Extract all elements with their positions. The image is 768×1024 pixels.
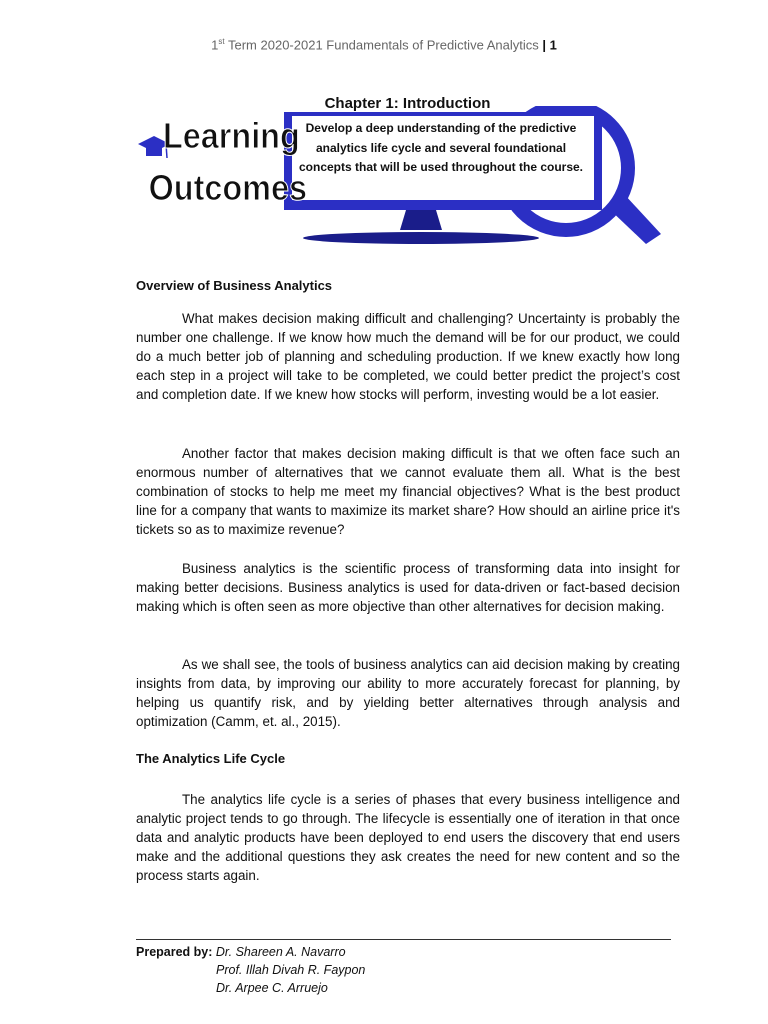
header-course-title: Term 2020-2021 Fundamentals of Predictive Analytics [228,37,539,53]
paragraph: As we shall see, the tools of business analytics can aid decision making by creating insights from data, by improving our ability to more accurately forecast for planning, by helping us quantify risk, and by yielding better alternatives through analysis and optimization (Camm, et. al., 2015). [136,657,680,729]
monitor-base [303,232,539,244]
paragraph: Business analytics is the scientific process of transforming data into insight for making better decisions. Business analytics is used for data-driven or fact-based decision making which is often seen as more objective than other alternatives for decision making. [136,561,680,614]
paragraph: Another factor that makes decision making difficult is that we often face such an enormous number of alternatives that we cannot evaluate them all. What is the best combination of stocks to help me meet my financial objectives? What is the best product line for a company that wants to maximize its market share? How should an airline price it's tickets so as to maximize revenue? [136,446,680,537]
term-number: 1 [211,37,219,53]
term-superscript: st [218,37,225,46]
footer-divider [136,939,671,940]
section-heading-overview: Overview of Business Analytics [136,278,333,293]
logo-learning: Learning [163,116,300,157]
header-separator: | [542,37,546,53]
author-name: Dr. Shareen A. Navarro [215,945,346,959]
author-name: Prof. Illah Divah R. Faypon [216,963,366,977]
section-heading-life-cycle: The Analytics Life Cycle [136,751,286,766]
prepared-by-label: Prepared by: [136,945,213,959]
paragraph: The analytics life cycle is a series of phases that every business intelligence and analytic project tends to go through. The lifecycle is essentially one of iteration in that once data and analytic products have been deployed to end users the discovery that end users make and the additional questions they ask creates the need for new content and so the process starts again. [136,792,680,883]
paragraph: What makes decision making difficult and challenging? Uncertainty is probably the number one challenge. If we know how much the demand will be for our product, we could do a much better job of planning and scheduling production. If we knew exactly how long each step in a project will take to be completed, we could better predict the project’s cost and completion date. If we knew how stocks will perform, investing would be a lot easier. [136,311,680,402]
author-name: Dr. Arpee C. Arruejo [216,981,328,995]
page-number: 1 [549,37,557,53]
magnifier-handle-icon [606,194,661,244]
prepared-by [136,943,346,961]
learning-objective: Develop a deep understanding of the predictive analytics life cycle and several foundational concepts that will be used throughout the course. [298,121,584,174]
monitor-stand [400,210,442,230]
page-header [0,37,768,52]
chapter-title: Chapter 1: Introduction [324,95,491,112]
logo-outcomes: Outcomes [148,168,307,209]
